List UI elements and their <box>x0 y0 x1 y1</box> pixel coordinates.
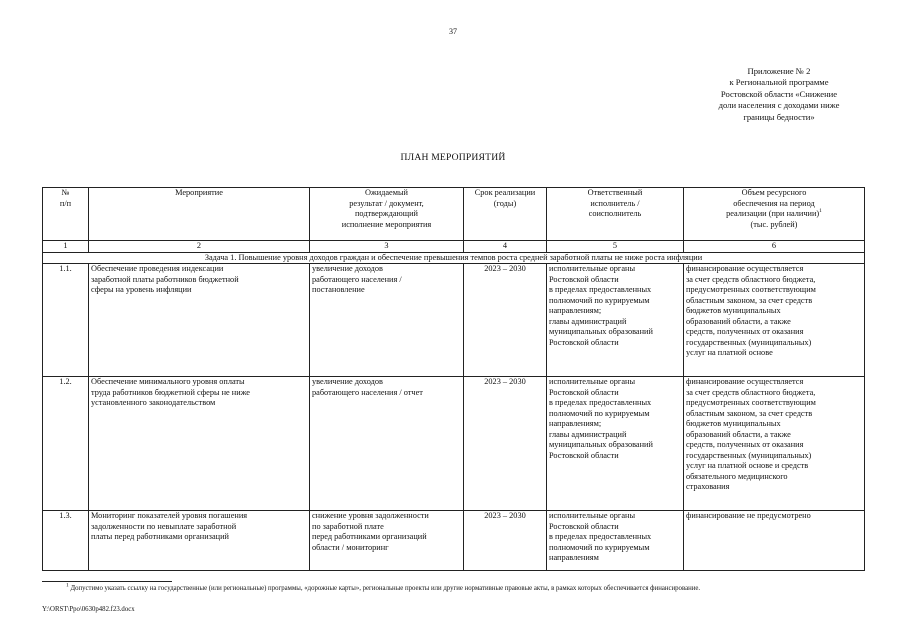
column-number: 1 <box>43 241 89 253</box>
cell-line: области / мониторинг <box>312 542 389 552</box>
header-text <box>686 209 862 220</box>
column-number: 2 <box>89 241 310 253</box>
footnote-mark: 1 <box>66 582 69 589</box>
header-text: Объем ресурсного <box>741 188 807 197</box>
cell-line: обязательного медицинского <box>686 471 788 481</box>
cell-line: государственных (муниципальных) <box>686 337 812 347</box>
cell-line: областным законом, за счет средств <box>686 408 813 418</box>
cell-line: бюджетов муниципальных <box>686 419 781 428</box>
footnote-body <box>42 582 866 593</box>
cell-line: исполнительные органы <box>549 511 636 520</box>
header-measure <box>89 188 310 241</box>
header-period <box>464 188 547 241</box>
cell-line: за счет средств областного бюджета, <box>686 387 816 397</box>
plan-table <box>42 187 865 571</box>
cell-line: в пределах предоставленных <box>549 398 652 407</box>
cell-line: областным законом, за счет средств <box>686 295 813 305</box>
cell-line: предусмотренных соответствующим <box>686 285 816 294</box>
appendix-line: доли населения с доходами ниже <box>718 100 840 111</box>
cell-line: труда работников бюджетной сферы не ниже <box>91 387 250 397</box>
row-number: 1.3. <box>43 511 89 571</box>
cell-line: увеличение доходов <box>312 377 383 386</box>
header-executor <box>547 188 684 241</box>
cell-line: образований области, а также <box>686 429 791 439</box>
cell-line: полномочий по курируемым <box>549 408 650 418</box>
header-text: соисполнитель <box>588 209 642 218</box>
header-text: обеспечения на период <box>733 198 815 208</box>
row-executor <box>547 264 684 377</box>
cell-line: работающего населения / отчет <box>312 387 423 397</box>
header-text: подтверждающий <box>354 209 418 218</box>
cell-line: полномочий по курируемым <box>549 542 650 552</box>
header-funding <box>684 188 865 241</box>
cell-line: исполнительные органы <box>549 264 636 273</box>
column-number: 6 <box>684 241 865 253</box>
cell-line: государственных (муниципальных) <box>686 450 812 460</box>
cell-line: финансирование осуществляется <box>686 264 804 273</box>
footnote-mark: 1 <box>819 208 822 215</box>
cell-line: направлениям; <box>549 419 602 428</box>
header-result <box>310 188 464 241</box>
appendix-line: границы бедности» <box>743 111 815 122</box>
cell-line: установленного законодательством <box>91 398 216 407</box>
cell-line: финансирование не предусмотрено <box>686 511 811 520</box>
cell-line: за счет средств областного бюджета, <box>686 274 816 284</box>
cell-line: платы перед работниками организаций <box>91 532 229 541</box>
column-number: 5 <box>547 241 684 253</box>
cell-line: Ростовской области <box>549 387 619 397</box>
header-text: Ожидаемый <box>364 188 409 197</box>
table-row <box>43 264 865 377</box>
header-text: п/п <box>59 198 72 208</box>
header-text: Ответственный <box>587 188 643 197</box>
cell-line: средств, полученных от оказания <box>686 440 804 449</box>
task-title: Задача 1. Повышение уровня доходов граждан и обеспечение превышения темпов роста средней заработной платы не ниже роста инфляции <box>43 252 865 264</box>
cell-line: предусмотренных соответствующим <box>686 398 816 407</box>
row-measure <box>89 511 310 571</box>
column-number-row <box>43 241 865 253</box>
appendix-line: Ростовской области «Снижение <box>720 88 838 99</box>
header-num <box>43 188 89 241</box>
cell-line: направлениям; <box>549 306 602 315</box>
cell-line: муниципальных образований <box>549 327 653 336</box>
cell-line: заработной платы работников бюджетной <box>91 274 239 284</box>
cell-line: увеличение доходов <box>312 264 383 273</box>
cell-line: в пределах предоставленных <box>549 285 652 294</box>
row-result <box>310 377 464 511</box>
cell-line: перед работниками организаций <box>312 532 427 541</box>
cell-line: Обеспечение минимального уровня оплаты <box>91 377 245 386</box>
header-text: исполнение мероприятия <box>341 219 432 229</box>
row-period: 2023 – 2030 <box>464 511 547 571</box>
header-text: № <box>61 188 70 197</box>
page-number: 37 <box>449 27 457 36</box>
column-number: 4 <box>464 241 547 253</box>
row-period: 2023 – 2030 <box>464 264 547 377</box>
cell-line: бюджетов муниципальных <box>686 306 781 315</box>
cell-line: в пределах предоставленных <box>549 532 652 541</box>
header-text: (годы) <box>493 198 517 208</box>
cell-line: муниципальных образований <box>549 440 653 449</box>
column-number: 3 <box>310 241 464 253</box>
cell-line: Ростовской области <box>549 274 619 284</box>
row-period: 2023 – 2030 <box>464 377 547 511</box>
row-executor <box>547 377 684 511</box>
cell-line: полномочий по курируемым <box>549 295 650 305</box>
cell-line: направлениям <box>549 553 599 562</box>
header-row <box>43 188 865 241</box>
task-row <box>43 252 865 264</box>
header-text: исполнитель / <box>590 198 640 208</box>
cell-line: услуг на платной основе и средств <box>686 461 809 470</box>
header-text: Срок реализации <box>474 188 536 197</box>
cell-line: постановление <box>312 285 365 294</box>
header-text: результат / документ, <box>349 198 424 208</box>
appendix-line: к Региональной программе <box>729 77 829 88</box>
file-path: Y:\ORST\Ppo\0630p482.f23.docx <box>42 606 135 613</box>
row-number: 1.1. <box>43 264 89 377</box>
cell-line: Ростовской области <box>549 450 619 460</box>
footnote-text: Допустимо указать ссылку на государственные (или региональные) программы, «дорожные карты», региональные проекты или другие нормативные правовые акты, в рамках которых обеспечивается финансирование. <box>70 585 701 592</box>
appendix-line: Приложение № 2 <box>747 66 811 76</box>
appendix-block <box>690 66 868 123</box>
cell-line: услуг на платной основе <box>686 348 773 357</box>
table-row <box>43 511 865 571</box>
row-funding <box>684 511 865 571</box>
cell-line: Мониторинг показателей уровня погашения <box>91 511 248 520</box>
cell-line: задолженности по невыплате заработной <box>91 521 237 531</box>
row-funding <box>684 377 865 511</box>
plan-title: ПЛАН МЕРОПРИЯТИЙ <box>400 152 506 163</box>
row-number: 1.2. <box>43 377 89 511</box>
cell-line: сферы на уровень инфляции <box>91 285 192 294</box>
cell-line: Обеспечение проведения индексации <box>91 264 224 273</box>
cell-line: страхования <box>686 482 730 491</box>
cell-line: главы администраций <box>549 429 627 439</box>
cell-line: средств, полученных от оказания <box>686 327 804 336</box>
cell-line: Ростовской области <box>549 337 619 347</box>
table-row <box>43 377 865 511</box>
cell-line: по заработной плате <box>312 521 384 531</box>
row-executor <box>547 511 684 571</box>
header-text-part: реализации (при наличии) <box>726 209 820 218</box>
cell-line: образований области, а также <box>686 316 791 326</box>
row-measure <box>89 377 310 511</box>
row-measure <box>89 264 310 377</box>
footnote <box>42 582 866 593</box>
cell-line: финансирование осуществляется <box>686 377 804 386</box>
cell-line: исполнительные органы <box>549 377 636 386</box>
cell-line: главы администраций <box>549 316 627 326</box>
header-text: Мероприятие <box>175 188 223 197</box>
cell-line: работающего населения / <box>312 274 402 284</box>
footnote-separator <box>42 581 172 582</box>
cell-line: снижение уровня задолженности <box>312 511 429 520</box>
row-result <box>310 264 464 377</box>
cell-line: Ростовской области <box>549 521 619 531</box>
row-result <box>310 511 464 571</box>
header-text: (тыс. рублей) <box>750 219 798 229</box>
row-funding <box>684 264 865 377</box>
